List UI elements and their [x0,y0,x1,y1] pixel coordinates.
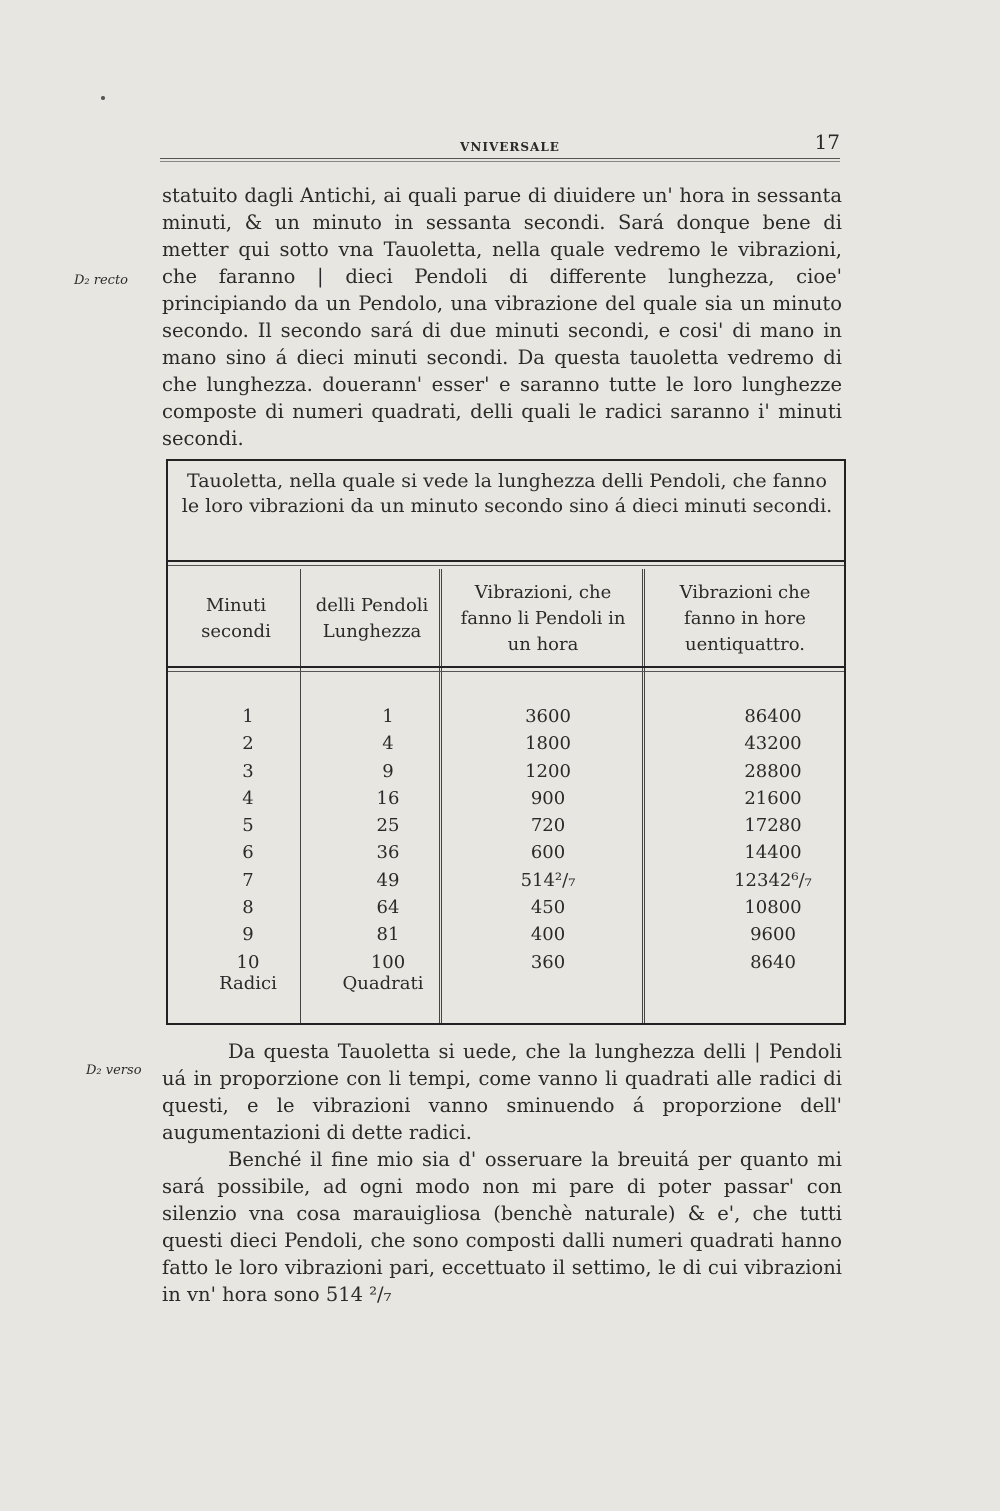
margin-note-recto: D₂ recto [74,273,129,288]
table-cell: 10800 [744,897,802,919]
table-cell: 86400 [744,706,802,727]
table-cell: 514²/₇ [520,869,576,891]
table-cell: 17280 [744,815,802,837]
table-cell: 49 [376,869,400,891]
table-cell: 8 [242,897,254,919]
table-cell: 36 [376,842,400,864]
table-cell: 28800 [744,760,802,782]
table-cell: 4 [382,733,394,755]
table-cell: 64 [376,897,400,919]
table-cell: 81 [376,924,400,946]
header-vibrazioni-hora: Vibrazioni, che fanno li Pendoli in un hora [460,582,626,655]
column-divider [439,569,442,1023]
table-rule [168,565,844,566]
table-cell: 10 [236,951,260,973]
column-lunghezza [348,703,428,976]
table-caption: Tauoletta, nella quale si vede la lunghezza delli Pendoli, che fanno le loro vibrazioni da un minuto secondo sino á dieci minuti secondi. [181,470,833,517]
table-cell: 900 [530,787,566,809]
table-cell: 21600 [744,787,802,809]
table-cell: 2 [242,733,254,755]
page-number: 17 [814,130,840,154]
column-vibrazioni-24 [713,703,833,976]
header-lunghezza: delli Pendoli Lunghezza [315,595,429,642]
table-cell: 600 [530,842,566,864]
table-cell: 1200 [525,760,571,782]
table-cell: 12342⁶/₇ [734,869,812,891]
running-head-title: VNIVERSALE [460,140,560,154]
table-cell: 720 [530,815,566,837]
column-vibrazioni-hora [498,703,598,976]
pendulum-table [166,459,846,1025]
table-cell: 360 [530,951,566,973]
table-rule [168,666,844,668]
table-cell: 14400 [744,842,802,864]
table-cell: 1800 [525,733,571,755]
table-rule [168,560,844,562]
table-cell: 1 [382,706,394,727]
head-rule [160,161,840,162]
ink-speck [101,96,105,100]
column-minuti [208,703,288,976]
table-rule [168,671,844,672]
paragraph-intro: statuito dagli Antichi, ai quali parue di diuidere un' hora in sessanta minuti, & un minuto in sessanta secondi. Sará donque bene di metter qui sotto vna Tauoletta, nella quale vedremo le vibrazioni, che faranno | dieci Pendoli di differente lunghezza, cioe' principiando da un Pendolo, una vibrazione del quale sia un minuto secondo. Il secondo sará di due minuti secondi, e cosi' di mano in mano sino á dieci minuti secondi. Da questa tauoletta vedremo di che lunghezza. douerann' esser' e saranno tutte le loro lunghezze composte di numeri quadrati, delli quali le radici saranno i' minuti secondi. [162,184,842,450]
table-cell: 16 [376,787,400,809]
footer-radici: Radici [219,973,277,994]
column-divider [642,569,645,1023]
footer-quadrati: Quadrati [342,973,424,994]
running-head [160,130,840,158]
paragraph-proportion: Da questa Tauoletta si uede, che la lunghezza delli | Pendoli uá in proporzione con li tempi, come vanno li quadrati alle radici di questi, e le vibrazioni vanno sminuendo á proporzione dell' augumentazioni di dette radici. [162,1040,842,1144]
table-cell: 9600 [750,924,796,946]
table-cell: 6 [242,842,254,864]
table-cell: 450 [530,897,566,919]
table-cell: 25 [376,815,400,837]
table-cell: 7 [242,869,254,891]
table-cell: 8640 [750,951,796,973]
table-cell: 9 [382,760,394,782]
table-cell: 3 [242,760,254,782]
header-vibrazioni-24: Vibrazioni che fanno in hore uentiquattro. [679,582,811,655]
table-cell: 43200 [744,733,802,755]
header-minuti: Minuti secondi [201,595,271,642]
closing-text [162,1038,842,1308]
table-cell: 100 [370,951,406,973]
table-cell: 4 [242,787,254,809]
column-divider [300,569,301,1023]
table-cell: 9 [242,924,254,946]
table-cell: 5 [242,815,254,837]
table-cell: 1 [242,706,254,727]
table-cell: 400 [530,924,566,946]
head-rule [160,158,840,159]
table-cell: 3600 [525,706,571,727]
paragraph-marvel: Benché il fine mio sia d' osseruare la breuitá per quanto mi sará possibile, ad ogni modo non mi pare di poter passar' con silenzio vna cosa marauigliosa (benchè naturale) & e', che tutti questi dieci Pendoli, che sono composti dalli numeri quadrati hanno fatto le loro vibrazioni pari, eccettuato il settimo, le di cui vibrazioni in vn' hora sono 514 ²/₇ [162,1148,842,1306]
margin-note-verso: D₂ verso [86,1063,142,1078]
